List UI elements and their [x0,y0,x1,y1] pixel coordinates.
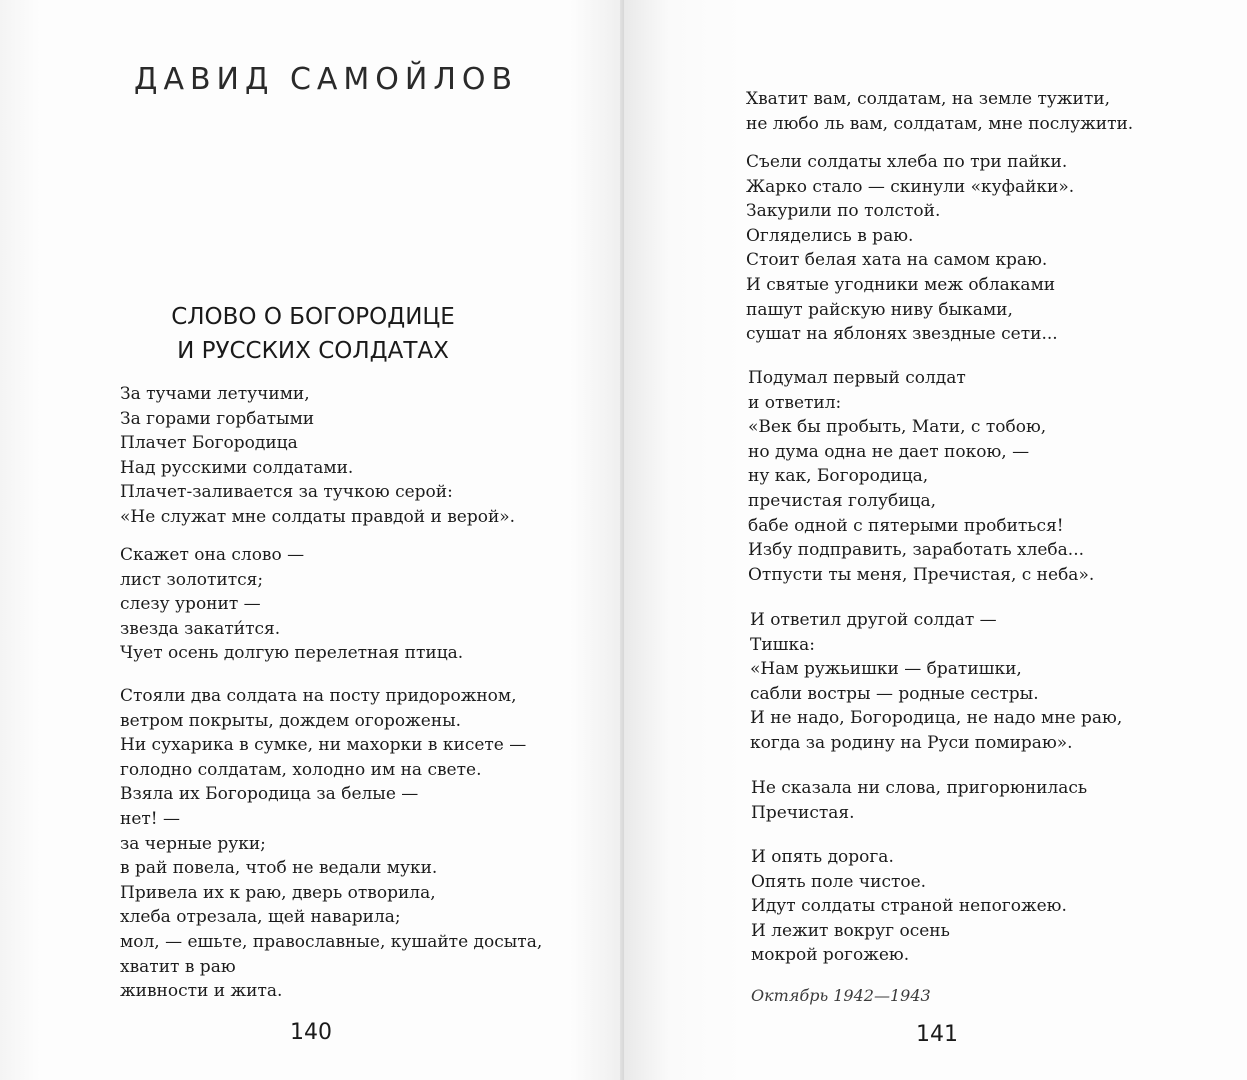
verse-line: Скажет она слово — [120,545,305,565]
verse-line: когда за родину на Руси помираю». [750,732,1073,753]
verse-line: ну как, Богородица, [748,466,929,487]
verse-line: но дума одна не дает покою, — [748,441,1030,462]
verse-line: Плачет Богородица [120,433,298,454]
verse-line: ветром покрыты, дождем огорожены. [120,710,462,731]
verse-line: лист золотится; [120,569,264,590]
verse-line: и ответил: [748,392,842,413]
verse-line: Не сказала ни слова, пригорюнилась [751,778,1088,798]
stanza [751,776,1087,825]
verse-line: Плачет-заливается за тучкою серой: [120,482,453,503]
verse-line: «Век бы пробыть, Мати, с тобою, [748,417,1047,438]
poem-title-line: СЛОВО О БОГОРОДИЦЕ [171,304,455,330]
verse-line: хлеба отрезала, щей наварила; [120,907,401,928]
verse-line: Опять поле чистое. [751,871,927,892]
verse-line: Привела их к раю, дверь отворила, [120,882,436,903]
stanza [746,87,1133,136]
stanza [750,608,1122,756]
verse-line: сушат на яблонях звездные сети... [746,324,1058,345]
verse-line: пашут райскую ниву быками, [746,299,1013,320]
verse-line: Хватит вам, солдатам, на земле тужити, [746,89,1111,109]
verse-line: Стоит белая хата на самом краю. [746,250,1048,271]
verse-line: Стояли два солдата на посту придорожном, [120,686,517,706]
verse-line: Подумал первый солдат [748,368,966,388]
verse-line: мокрой рогожею. [751,945,910,966]
verse-line: Идут солдаты страной непогожею. [751,896,1067,917]
verse-line: Пречистая. [751,802,855,823]
stanza [751,845,1067,968]
verse-line: Избу подправить, заработать хлеба... [748,540,1085,561]
page-number: 141 [916,1022,958,1047]
verse-line: «Нам ружьишки — братишки, [750,659,1022,680]
verse-line: хватит в раю [120,956,236,977]
verse-line: И лежит вокруг осень [751,920,950,941]
stanza [120,382,515,530]
verse-line: И ответил другой солдат — [750,610,997,630]
verse-line: голодно солдатам, холодно им на свете. [120,759,482,780]
verse-line: За горами горбатыми [120,408,315,429]
verse-line: за черные руки; [120,833,266,854]
verse-line: пречистая голубица, [748,490,937,511]
poem-date: Октябрь 1942—1943 [751,986,931,1005]
right-page [624,0,1247,1080]
verse-line: сабли востры — родные сестры. [750,683,1039,704]
verse-line: в рай повела, чтоб не ведали муки. [120,858,438,879]
verse-line: Огляделись в раю. [746,225,914,246]
poem-title [118,300,508,368]
poem-title-line: И РУССКИХ СОЛДАТАХ [177,338,449,364]
verse-line: Отпусти ты меня, Пречистая, с неба». [748,564,1095,585]
stanza [746,150,1074,347]
verse-line: И святые угодники меж облаками [746,274,1056,295]
verse-line: слезу уронит — [120,594,261,615]
author-name: ДАВИД САМОЙЛОВ [134,62,519,97]
stanza [120,543,463,666]
verse-line: не любо ль вам, солдатам, мне послужити. [746,113,1134,134]
verse-line: За тучами летучими, [120,384,310,404]
verse-line: Ни сухарика в сумке, ни махорки в кисете — [120,735,527,756]
verse-line: Жарко стало — скинули «куфайки». [746,176,1075,197]
verse-line: Закурили по толстой. [746,201,941,222]
page-number: 140 [290,1020,332,1045]
verse-line: Взяла их Богородица за белые — [120,784,419,805]
verse-line: бабе одной с пятерыми пробиться! [748,515,1064,536]
verse-line: Съели солдаты хлеба по три пайки. [746,152,1068,172]
verse-line: Над русскими солдатами. [120,457,354,478]
stanza [748,366,1094,587]
verse-line: Чует осень долгую перелетная птица. [120,643,464,664]
verse-line: нет! — [120,808,181,829]
verse-line: И опять дорога. [751,847,894,867]
stanza [120,684,542,1004]
verse-line: «Не служат мне солдаты правдой и верой». [120,506,516,527]
verse-line: звезда закати́тся. [120,618,281,639]
verse-line: Тишка: [750,634,815,655]
verse-line: мол, — ешьте, православные, кушайте досыта, [120,931,543,952]
verse-line: И не надо, Богородица, не надо мне раю, [750,708,1123,729]
verse-line: живности и жита. [120,981,283,1002]
